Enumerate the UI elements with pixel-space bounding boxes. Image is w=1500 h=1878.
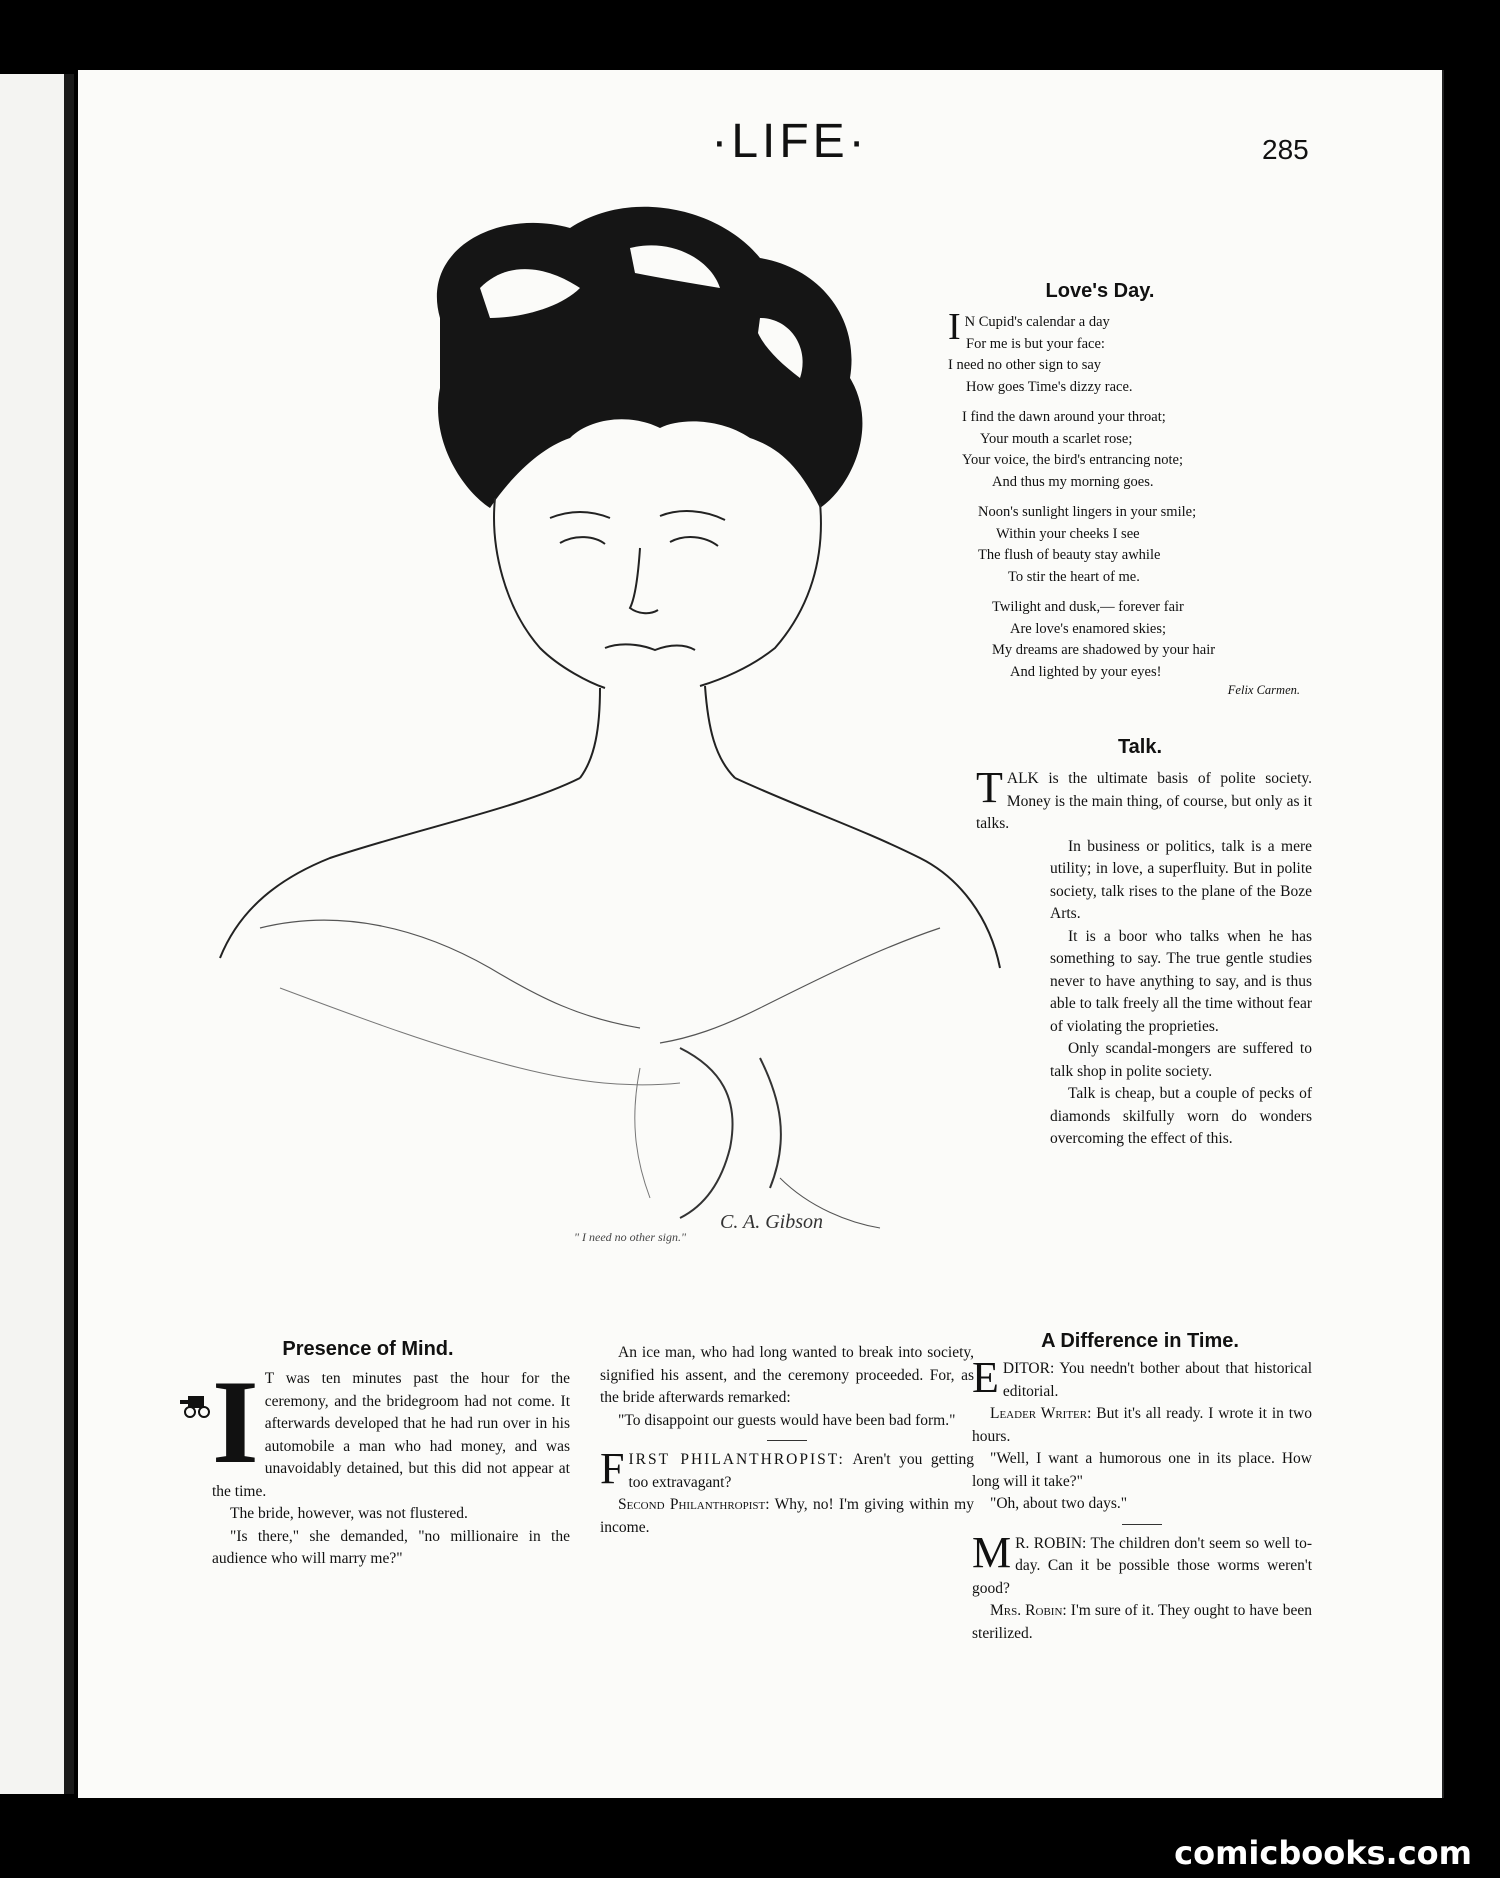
difference-title: A Difference in Time. bbox=[1041, 1330, 1239, 1352]
adjacent-page-edge bbox=[0, 74, 64, 1794]
divider-rule bbox=[1122, 1524, 1162, 1525]
portrait-illustration bbox=[160, 168, 1060, 1308]
robin-paragraph: M R. ROBIN: The children don't seem so well to-day. Can it be possible those worms weren't good? bbox=[972, 1527, 1312, 1597]
poem-line: Are love's enamored skies; bbox=[1010, 620, 1167, 637]
poem-line: Noon's sunlight lingers in your smile; bbox=[978, 504, 1197, 520]
talk-body bbox=[976, 836, 1312, 1151]
poem-line: And lighted by your eyes! bbox=[1010, 663, 1162, 680]
philanthropist-dropcap: F bbox=[600, 1444, 625, 1493]
poem-stanza bbox=[948, 597, 1300, 702]
poem-line: Your voice, the bird's entrancing note; bbox=[962, 452, 1184, 468]
poem-line: I find the dawn around your throat; bbox=[962, 409, 1166, 425]
divider-rule bbox=[767, 1440, 807, 1441]
difference-dropcap: E bbox=[972, 1353, 999, 1402]
robin-paragraph: Mrs. Robin: I'm sure of it. They ought to have been sterilized. bbox=[972, 1602, 1313, 1642]
loves-day-poem bbox=[948, 306, 1300, 711]
presence-title: Presence of Mind. bbox=[282, 1338, 454, 1360]
middle-paragraph: "To disappoint our guests would have been bad form." bbox=[618, 1411, 956, 1429]
talk-article bbox=[976, 763, 1312, 1151]
presence-article bbox=[212, 1355, 570, 1571]
site-watermark: comicbooks.com bbox=[1174, 1834, 1472, 1872]
poem-stanza bbox=[948, 306, 1300, 398]
presence-paragraph: I T was ten minutes past the hour for the ceremony, and the bridegroom had not come. It afterwards developed that he had run over in his automobile a man who had money, and was unavoidably detained, but this did not appear at the time. bbox=[212, 1355, 570, 1500]
poem-line: Within your cheeks I see bbox=[996, 525, 1140, 542]
difference-article bbox=[972, 1353, 1313, 1645]
talk-dropcap: T bbox=[976, 763, 1003, 812]
presence-paragraph: "Is there," she demanded, "no millionaire in the audience who will marry me?" bbox=[212, 1527, 570, 1567]
poem-line: For me is but your face: bbox=[966, 335, 1105, 352]
poem-line: To stir the heart of me. bbox=[1008, 568, 1140, 585]
talk-paragraph: Talk is cheap, but a couple of pecks of diamonds skilfully worn do wonders overcoming the effect of this. bbox=[1050, 1085, 1312, 1147]
robin-dropcap: M bbox=[972, 1527, 1012, 1577]
poem-dropcap: I bbox=[948, 306, 961, 348]
poem-line: My dreams are shadowed by your hair bbox=[992, 642, 1216, 658]
masthead-title: ·LIFE· bbox=[711, 115, 869, 168]
difference-paragraph: Leader Writer: But it's all ready. I wrote it in two hours. bbox=[972, 1405, 1312, 1445]
talk-paragraph: It is a boor who talks when he has something to say. The true gentle studies never to have anything to say, and is thus able to talk freely all the time without fear of violating the proprieties. bbox=[1050, 927, 1312, 1035]
difference-paragraph: EDITOR: You needn't bother about that historical editorial. bbox=[972, 1353, 1312, 1402]
page-number: 285 bbox=[1262, 134, 1309, 165]
talk-paragraph: Only scandal-mongers are suffered to talk shop in polite society. bbox=[1050, 1040, 1312, 1080]
poem-line: And thus my morning goes. bbox=[992, 473, 1154, 490]
poem-line: Twilight and dusk,— forever fair bbox=[992, 599, 1184, 615]
illustration-caption: " I need no other sign." bbox=[573, 1230, 687, 1244]
loves-day-title: Love's Day. bbox=[1045, 280, 1155, 302]
artist-signature: C. A. Gibson bbox=[720, 1211, 823, 1233]
binding-gutter bbox=[64, 74, 74, 1794]
poem-line: I need no other sign to say bbox=[948, 357, 1102, 373]
poem-stanza bbox=[948, 502, 1300, 588]
talk-paragraph: TALK is the ultimate basis of polite society. Money is the main thing, of course, but only as it talks. bbox=[976, 763, 1312, 832]
presence-paragraph: The bride, however, was not flustered. bbox=[230, 1505, 468, 1522]
poem-stanza bbox=[948, 407, 1300, 493]
carriage-icon bbox=[178, 1390, 214, 1420]
middle-column bbox=[600, 1342, 974, 1539]
middle-paragraph: An ice man, who had long wanted to break into society, signified his assent, and the ceremony proceeded. For, as the bride afterwards remarked: bbox=[600, 1344, 974, 1406]
philanthropist-reply: Second Philanthropist: Why, no! I'm giving within my income. bbox=[600, 1496, 974, 1536]
philanthropist-paragraph: FIRST PHILANTHROPIST: Aren't you getting too extravagant? bbox=[600, 1444, 974, 1493]
difference-paragraph: "Oh, about two days." bbox=[990, 1495, 1128, 1512]
talk-title: Talk. bbox=[1117, 736, 1163, 758]
presence-dropcap: I bbox=[212, 1355, 259, 1488]
difference-paragraph: "Well, I want a humorous one in its place. How long will it take?" bbox=[972, 1450, 1312, 1490]
poem-line: N Cupid's calendar a day bbox=[964, 314, 1110, 330]
poem-line: How goes Time's dizzy race. bbox=[966, 378, 1133, 395]
talk-paragraph: In business or politics, talk is a mere utility; in love, a superfluity. But in polite society, talk rises to the plane of the Boze Arts. bbox=[1050, 837, 1312, 922]
poem-author: Felix Carmen. bbox=[1227, 683, 1300, 697]
poem-line: The flush of beauty stay awhile bbox=[978, 547, 1161, 563]
poem-line: Your mouth a scarlet rose; bbox=[980, 430, 1133, 447]
